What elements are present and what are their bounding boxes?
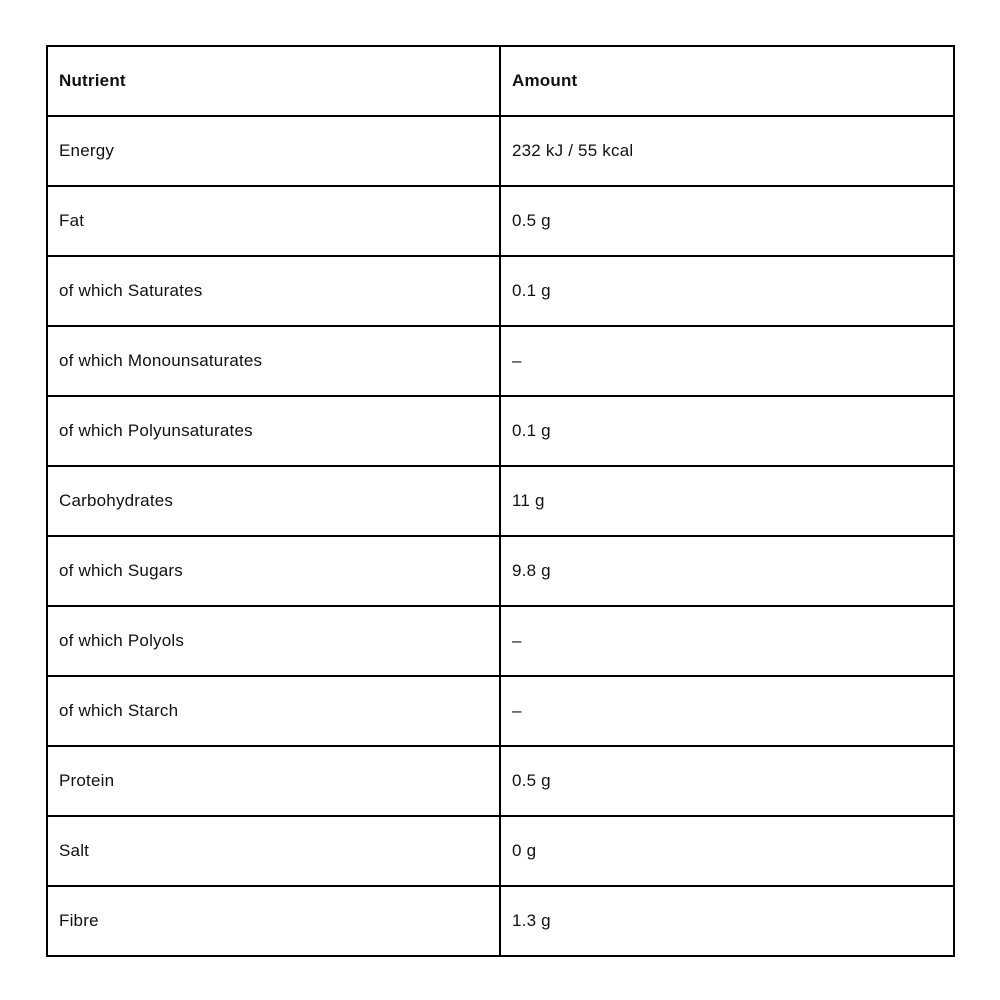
amount-cell: – bbox=[500, 326, 954, 396]
table-row bbox=[47, 606, 954, 676]
table-row bbox=[47, 746, 954, 816]
amount-cell: 1.3 g bbox=[500, 886, 954, 956]
table-row bbox=[47, 186, 954, 256]
table-header-row bbox=[47, 46, 954, 116]
table-row bbox=[47, 816, 954, 886]
amount-cell: 11 g bbox=[500, 466, 954, 536]
nutrient-cell: of which Polyunsaturates bbox=[47, 396, 500, 466]
amount-column-header: Amount bbox=[500, 46, 954, 116]
table-row bbox=[47, 466, 954, 536]
nutrient-cell: of which Monounsaturates bbox=[47, 326, 500, 396]
table-row bbox=[47, 326, 954, 396]
amount-cell: 0.5 g bbox=[500, 746, 954, 816]
amount-cell: 0 g bbox=[500, 816, 954, 886]
nutrient-cell: Salt bbox=[47, 816, 500, 886]
table-row bbox=[47, 676, 954, 746]
amount-cell: – bbox=[500, 606, 954, 676]
nutrient-cell: Energy bbox=[47, 116, 500, 186]
amount-cell: 232 kJ / 55 kcal bbox=[500, 116, 954, 186]
table-row bbox=[47, 536, 954, 606]
nutrient-cell: of which Saturates bbox=[47, 256, 500, 326]
amount-cell: 0.1 g bbox=[500, 396, 954, 466]
nutrient-cell: Carbohydrates bbox=[47, 466, 500, 536]
nutrient-cell: of which Sugars bbox=[47, 536, 500, 606]
amount-cell: – bbox=[500, 676, 954, 746]
amount-cell: 9.8 g bbox=[500, 536, 954, 606]
nutrient-cell: of which Starch bbox=[47, 676, 500, 746]
nutrient-cell: of which Polyols bbox=[47, 606, 500, 676]
nutrient-cell: Fat bbox=[47, 186, 500, 256]
nutrient-cell: Protein bbox=[47, 746, 500, 816]
table-row bbox=[47, 396, 954, 466]
nutrient-cell: Fibre bbox=[47, 886, 500, 956]
amount-cell: 0.5 g bbox=[500, 186, 954, 256]
amount-cell: 0.1 g bbox=[500, 256, 954, 326]
nutrient-column-header: Nutrient bbox=[47, 46, 500, 116]
table-row bbox=[47, 886, 954, 956]
nutrition-facts-table bbox=[46, 45, 955, 957]
table-row bbox=[47, 256, 954, 326]
table-row bbox=[47, 116, 954, 186]
